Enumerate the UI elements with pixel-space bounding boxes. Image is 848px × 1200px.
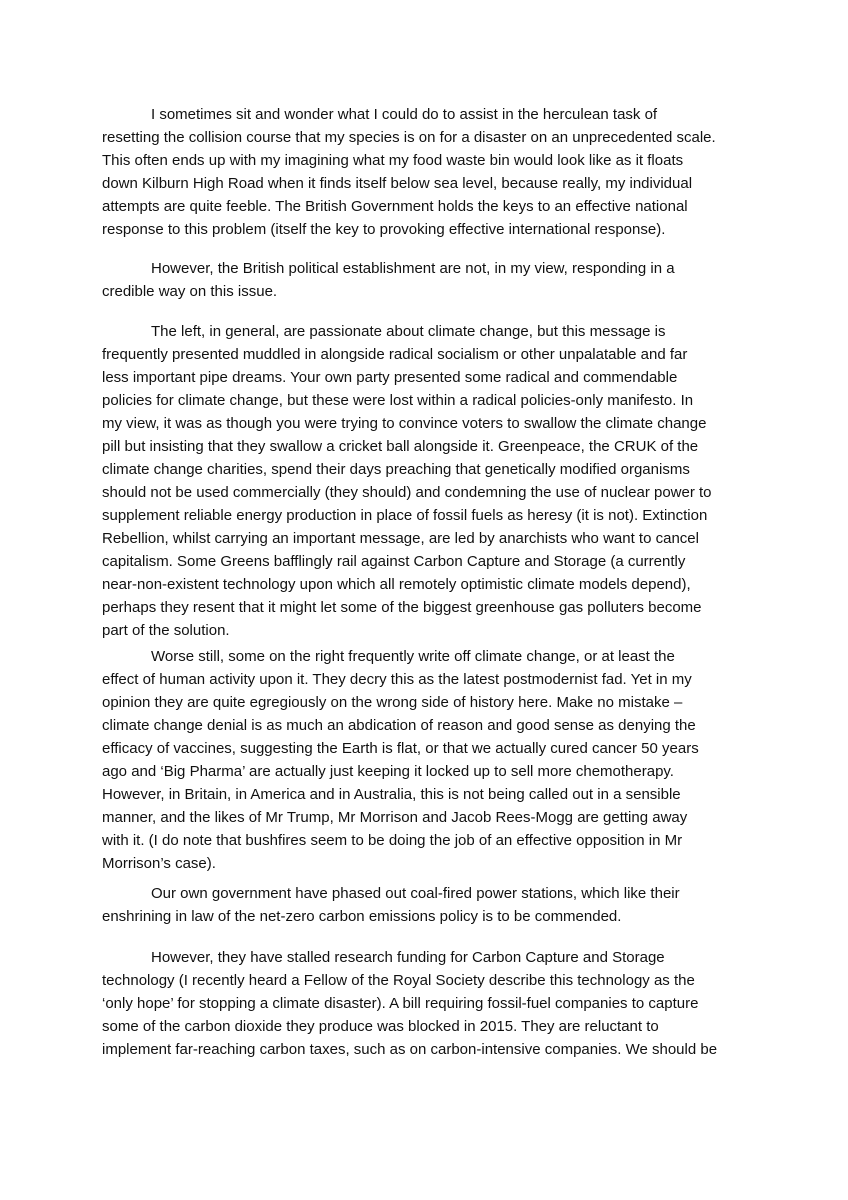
paragraph-5 xyxy=(102,882,680,928)
paragraph-1 xyxy=(102,103,716,241)
paragraph-line: manner, and the likes of Mr Trump, Mr Morrison and Jacob Rees-Mogg are getting away xyxy=(102,809,688,826)
paragraph-line: credible way on this issue. xyxy=(102,283,278,300)
paragraph-line: The left, in general, are passionate about climate change, but this message is xyxy=(151,323,666,340)
paragraph-line: less important pipe dreams. Your own party presented some radical and commendable xyxy=(102,369,678,386)
paragraph-line: climate change charities, spend their days preaching that genetically modified organisms xyxy=(102,461,690,478)
paragraph-line: efficacy of vaccines, suggesting the Earth is flat, or that we actually cured cancer 50 years xyxy=(102,740,699,757)
paragraph-line: Morrison’s case). xyxy=(102,855,216,872)
paragraph-line: should not be used commercially (they should) and condemning the use of nuclear power to xyxy=(102,484,712,501)
paragraph-line: ago and ‘Big Pharma’ are actually just keeping it locked up to sell more chemotherapy. xyxy=(102,763,674,780)
paragraph-line: policies for climate change, but these were lost within a radical policies-only manifesto. In xyxy=(102,392,694,409)
paragraph-line: However, the British political establishment are not, in my view, responding in a xyxy=(151,260,675,277)
paragraph-line: part of the solution. xyxy=(102,622,230,639)
paragraph-line: I sometimes sit and wonder what I could do to assist in the herculean task of xyxy=(151,106,658,123)
paragraph-3 xyxy=(102,320,712,642)
paragraph-line: climate change denial is as much an abdication of reason and good sense as denying the xyxy=(102,717,696,734)
paragraph-line: Rebellion, whilst carrying an important message, are led by anarchists who want to cancel xyxy=(102,530,699,547)
paragraph-line: ‘only hope’ for stopping a climate disaster). A bill requiring fossil-fuel companies to capture xyxy=(102,995,699,1012)
paragraph-line: down Kilburn High Road when it finds itself below sea level, because really, my individual xyxy=(102,175,693,192)
paragraph-line: This often ends up with my imagining what my food waste bin would look like as it floats xyxy=(102,152,684,169)
paragraph-line: near-non-existent technology upon which all remotely optimistic climate models depend), xyxy=(102,576,691,593)
paragraph-line: enshrining in law of the net-zero carbon emissions policy is to be commended. xyxy=(102,908,622,925)
paragraph-6 xyxy=(102,946,717,1061)
paragraph-line: supplement reliable energy production in place of fossil fuels as heresy (it is not). Extinction xyxy=(102,507,708,524)
paragraph-line: Our own government have phased out coal-fired power stations, which like their xyxy=(151,885,680,902)
paragraph-line: effect of human activity upon it. They decry this as the latest postmodernist fad. Yet in my xyxy=(102,671,692,688)
paragraph-line: However, they have stalled research funding for Carbon Capture and Storage xyxy=(151,949,665,966)
paragraph-line: with it. (I do note that bushfires seem to be doing the job of an effective opposition in Mr xyxy=(102,832,683,849)
paragraph-line: perhaps they resent that it might let some of the biggest greenhouse gas polluters become xyxy=(102,599,702,616)
paragraph-4 xyxy=(102,645,699,875)
paragraph-line: opinion they are quite egregiously on the wrong side of history here. Make no mistake – xyxy=(102,694,683,711)
paragraph-line: attempts are quite feeble. The British Government holds the keys to an effective national xyxy=(102,198,688,215)
paragraph-line: capitalism. Some Greens bafflingly rail against Carbon Capture and Storage (a currently xyxy=(102,553,686,570)
paragraph-line: response to this problem (itself the key to provoking effective international response). xyxy=(102,221,666,238)
paragraph-line: frequently presented muddled in alongside radical socialism or other unpalatable and far xyxy=(102,346,688,363)
paragraph-line: However, in Britain, in America and in Australia, this is not being called out in a sensible xyxy=(102,786,681,803)
paragraph-line: my view, it was as though you were trying to convince voters to swallow the climate change xyxy=(102,415,707,432)
paragraph-line: some of the carbon dioxide they produce was blocked in 2015. They are reluctant to xyxy=(102,1018,659,1035)
paragraph-line: Worse still, some on the right frequently write off climate change, or at least the xyxy=(151,648,675,665)
paragraph-line: pill but insisting that they swallow a cricket ball alongside it. Greenpeace, the CRUK of the xyxy=(102,438,699,455)
paragraph-line: technology (I recently heard a Fellow of the Royal Society describe this technology as the xyxy=(102,972,695,989)
paragraph-line: resetting the collision course that my species is on for a disaster on an unprecedented scale. xyxy=(102,129,716,146)
paragraph-line: implement far-reaching carbon taxes, such as on carbon-intensive companies. We should be xyxy=(102,1041,718,1058)
paragraph-2 xyxy=(102,257,675,303)
